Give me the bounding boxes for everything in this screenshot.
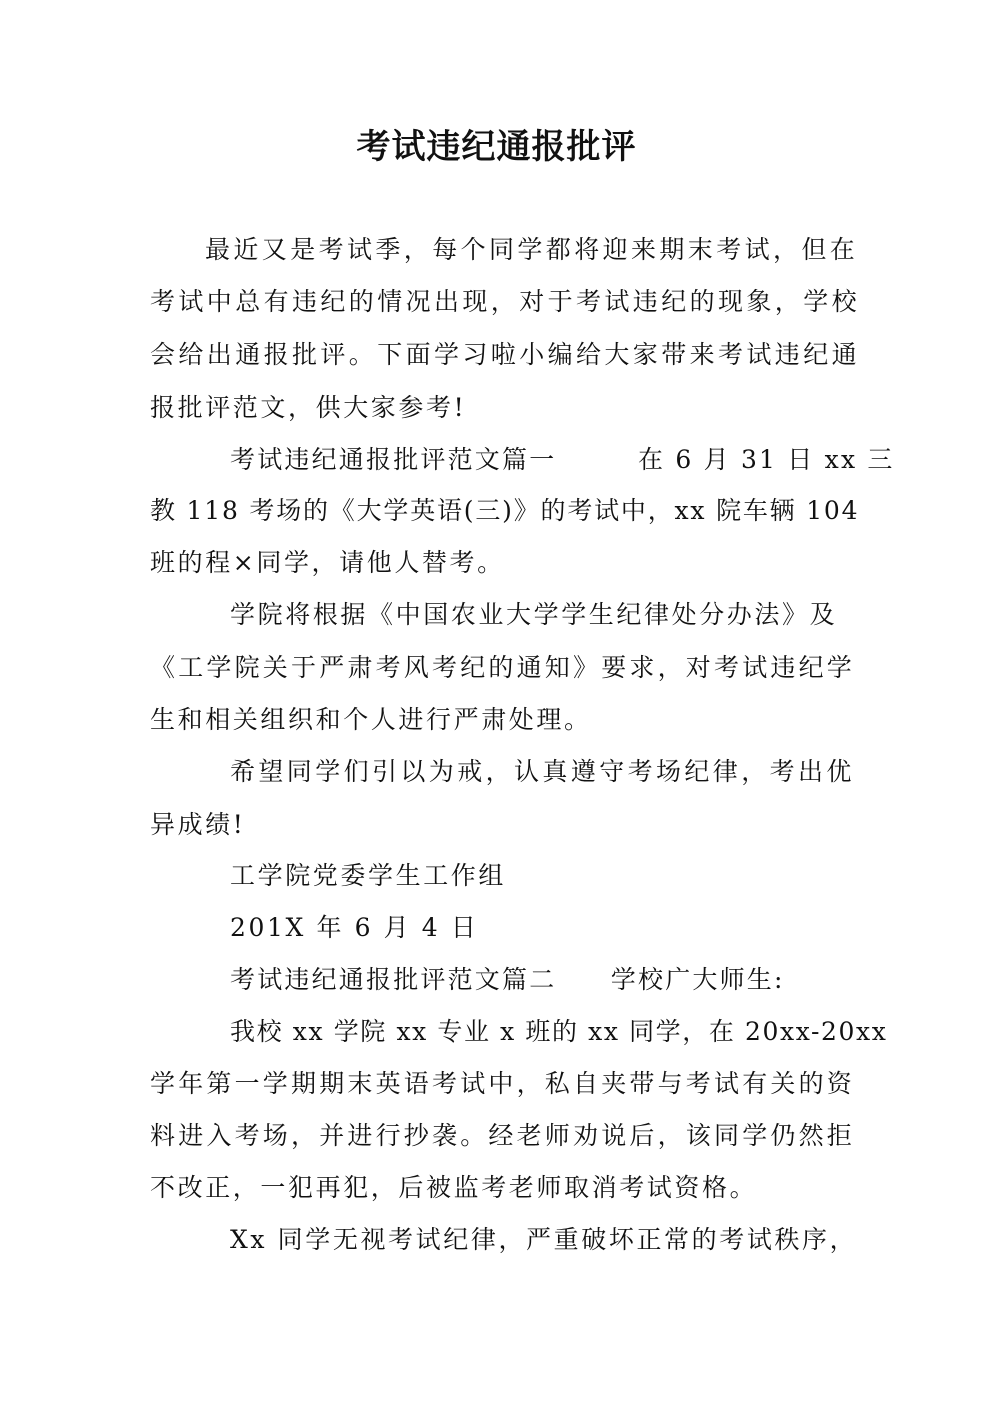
- body-line: Xx 同学无视考试纪律，严重破坏正常的考试秩序，: [230, 1225, 858, 1254]
- body-line: 学年第一学期期末英语考试中，私自夹带与考试有关的资: [150, 1069, 856, 1098]
- body-line: 生和相关组织和个人进行严肃处理。: [150, 705, 592, 734]
- body-line: 考试中总有违纪的情况出现，对于考试违纪的现象，学校: [150, 287, 861, 316]
- body-line: 会给出通报批评。下面学习啦小编给大家带来考试违纪通: [150, 340, 861, 369]
- signature-organization: 工学院党委学生工作组: [230, 861, 507, 890]
- body-line: 学院将根据《中国农业大学学生纪律处分办法》及: [230, 600, 838, 629]
- signature-date: 201X 年 6 月 4 日: [230, 913, 479, 942]
- body-line: 不改正，一犯再犯，后被监考老师取消考试资格。: [150, 1173, 758, 1202]
- body-line: 班的程×同学，请他人替考。: [150, 548, 505, 577]
- body-line: 异成绩!: [150, 810, 246, 839]
- document-title: 考试违纪通报批评: [356, 127, 637, 167]
- body-line: 希望同学们引以为戒，认真遵守考场纪律，考出优: [230, 757, 855, 786]
- body-line: 报批评范文，供大家参考!: [150, 393, 467, 422]
- body-line: 考试违纪通报批评范文篇二 学校广大师生:: [230, 965, 785, 994]
- body-line: 我校 xx 学院 xx 专业 x 班的 xx 同学，在 20xx-20xx: [230, 1017, 888, 1046]
- body-line: 考试违纪通报批评范文篇一 在 6 月 31 日 xx 三: [230, 445, 895, 474]
- body-line: 《工学院关于严肃考风考纪的通知》要求，对考试违纪学: [150, 653, 856, 682]
- body-line: 教 118 考场的《大学英语(三)》的考试中，xx 院车辆 104: [150, 496, 860, 525]
- body-line: 料进入考场，并进行抄袭。经老师劝说后，该同学仍然拒: [150, 1121, 856, 1150]
- body-line: 最近又是考试季，每个同学都将迎来期末考试，但在: [205, 235, 859, 264]
